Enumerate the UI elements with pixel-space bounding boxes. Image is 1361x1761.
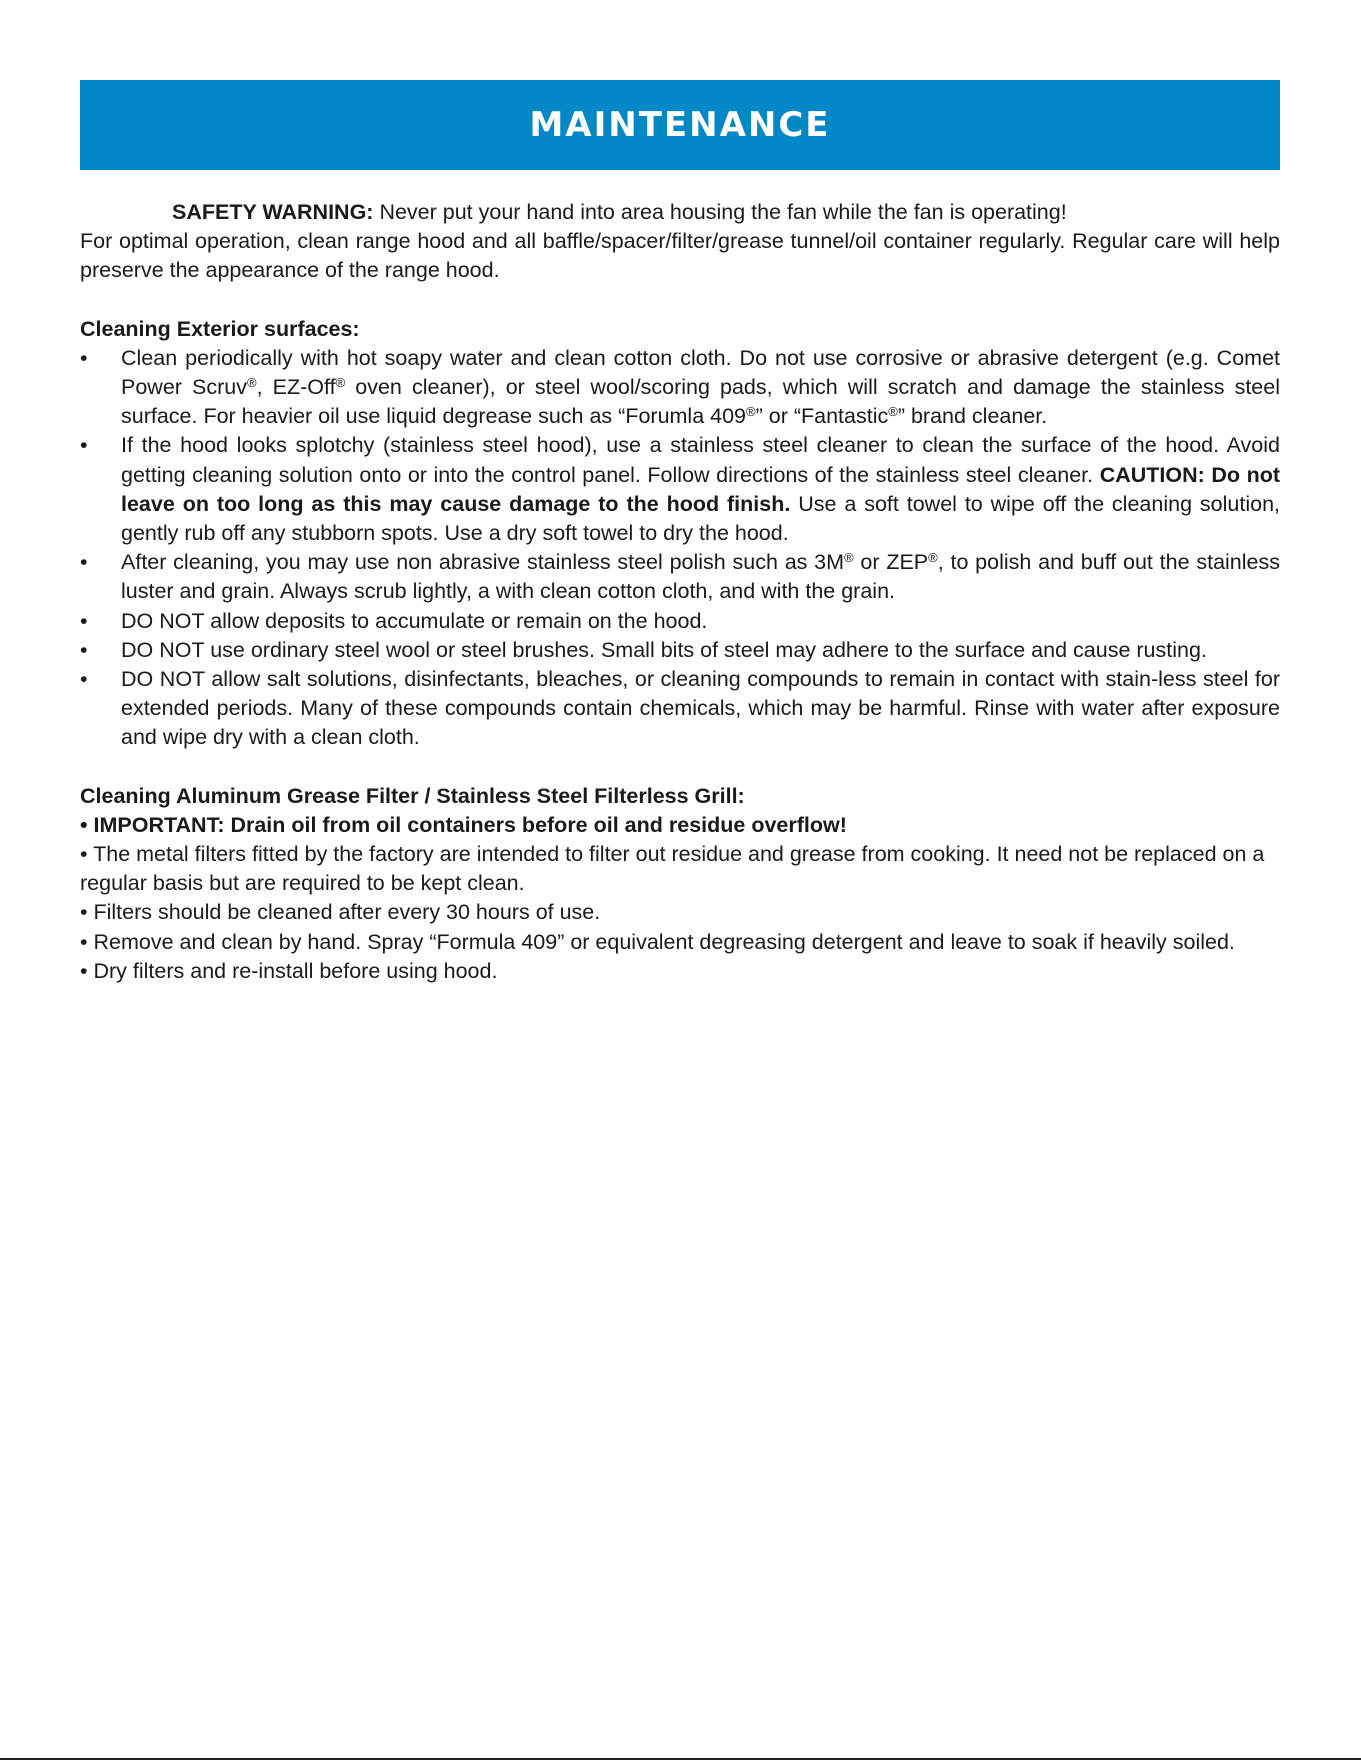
item-text: oven cleaner), or steel wool/scoring pads, which will scratch and damage the stainless steel surface. For heavier oil use liquid degrease such as “Forumla 409 <box>121 375 1280 429</box>
bullet-icon: • <box>80 667 88 692</box>
bullet-icon: • <box>80 637 88 662</box>
registered-mark: ® <box>335 375 346 391</box>
item-text: DO NOT use ordinary steel wool or steel brushes. Small bits of steel may adhere to the surface and cause rusting. <box>121 637 1207 662</box>
item-text: Use a soft towel to wipe off the cleaning solution, gently rub off any stubborn spots. Use a dry soft towel to dry the hood. <box>121 491 1280 546</box>
list-item <box>80 607 1280 636</box>
registered-mark: ® <box>247 375 257 391</box>
maintenance-content <box>80 198 1280 986</box>
item-text: After cleaning, you may use non abrasive stainless steel polish such as 3M <box>121 550 845 575</box>
item-text: DO NOT allow salt solutions, disinfectants, bleaches, or cleaning compounds to remain in contact with stain-less steel for extended periods. Many of these compounds contain chemicals, which may be harmful. Rinse with water after exposure and wipe dry with a clean cloth. <box>121 667 1280 750</box>
spacer <box>80 753 1280 782</box>
item-text: DO NOT allow deposits to accumulate or remain on the hood. <box>121 608 708 633</box>
item-text: If the hood looks splotchy (stainless steel hood), use a stainless steel cleaner to clean the surface of the hood. Avoid getting cleaning solution onto or into the control panel. Follow directions of the stainless steel cleaner. <box>121 433 1280 487</box>
item-text: or ZEP <box>853 550 929 575</box>
exterior-heading: Cleaning Exterior surfaces: <box>80 316 360 341</box>
filter-line: • Filters should be cleaned after every 30 hours of use. <box>80 900 601 925</box>
important-note: • IMPORTANT: Drain oil from oil containers before oil and residue overflow! <box>80 812 847 837</box>
maintenance-page <box>80 80 1280 986</box>
filter-line: • Remove and clean by hand. Spray “Formula 409” or equivalent degreasing detergent and leave to soak if heavily soiled. <box>80 929 1235 954</box>
filter-heading: Cleaning Aluminum Grease Filter / Stainless Steel Filterless Grill: <box>80 783 745 808</box>
exterior-list <box>80 344 1280 753</box>
filter-line: • Dry filters and re-install before using hood. <box>80 958 498 983</box>
item-text: ” or “Fantastic <box>755 404 889 429</box>
intro-paragraph: For optimal operation, clean range hood and all baffle/spacer/filter/grease tunnel/oil container regularly. Regular care will help preserve the appearance of the range hood. <box>80 229 1280 283</box>
item-text: , EZ-Off <box>256 375 336 400</box>
list-item <box>80 665 1280 753</box>
safety-warning-text: Never put your hand into area housing the fan while the fan is operating! <box>373 200 1067 224</box>
safety-warning-label: SAFETY WARNING: <box>172 200 374 224</box>
spacer <box>80 286 1280 315</box>
safety-warning <box>80 198 1280 227</box>
item-text: ” brand cleaner. <box>897 404 1048 429</box>
list-item <box>80 344 1280 432</box>
registered-mark: ® <box>746 404 756 420</box>
registered-mark: ® <box>928 550 938 566</box>
bullet-icon: • <box>80 345 88 370</box>
bullet-icon: • <box>80 550 88 575</box>
bullet-icon: • <box>80 608 88 633</box>
list-item <box>80 431 1280 548</box>
item-text: Clean periodically with hot soapy water and clean cotton cloth. Do not use corrosive or abrasive detergent (e.g. Comet Power Scruv <box>121 345 1280 400</box>
registered-mark: ® <box>888 404 898 420</box>
bullet-icon: • <box>80 433 88 458</box>
page-title: MAINTENANCE <box>529 105 831 145</box>
registered-mark: ® <box>844 550 854 566</box>
caution-text: CAUTION: Do not leave on too long as this may cause damage to the hood finish. <box>121 462 1280 516</box>
item-text: , to polish and buff out the stainless luster and grain. Always scrub lightly, a with clean cotton cloth, and with the grain. <box>121 550 1280 604</box>
list-item <box>80 548 1280 606</box>
bottom-divider <box>0 1758 1361 1760</box>
section-banner <box>80 80 1280 170</box>
list-item <box>80 636 1280 665</box>
filter-line: • The metal filters fitted by the factory are intended to filter out residue and grease from cooking. It need not be replaced on a regular basis but are required to be kept clean. <box>80 842 1265 896</box>
